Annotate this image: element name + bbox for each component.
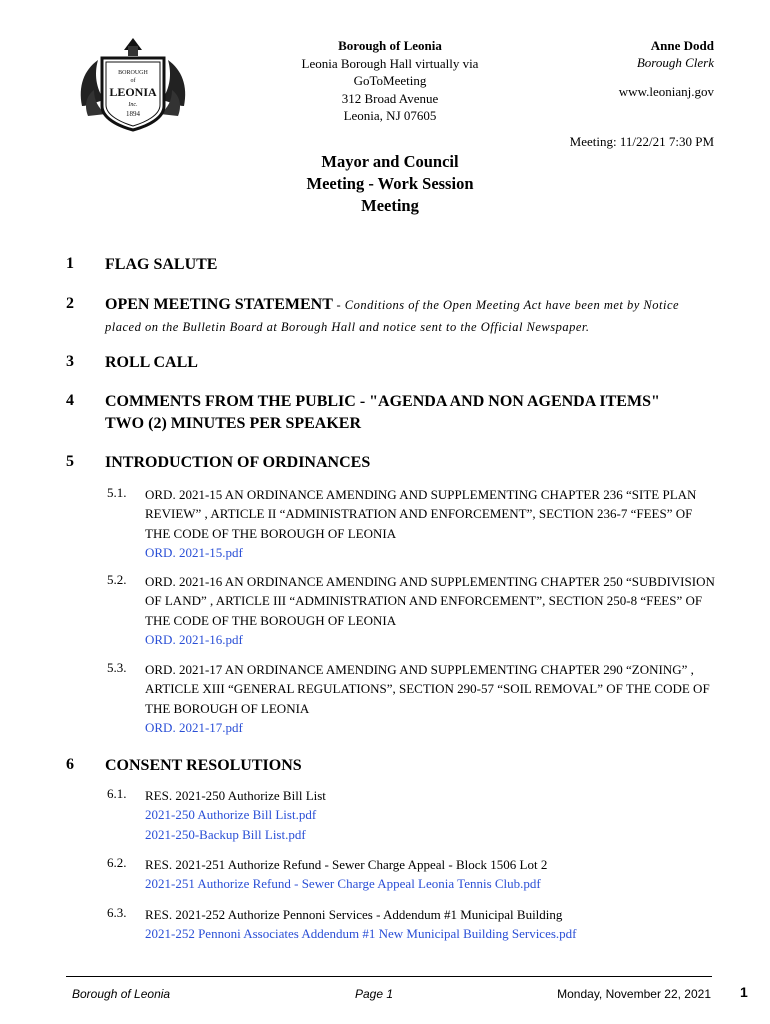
borough-seal-logo [78, 36, 188, 132]
header-address-2: Leonia, NJ 07605 [343, 108, 437, 123]
svg-text:of: of [130, 78, 136, 84]
item-number: 5.3. [107, 660, 127, 675]
attachment-link[interactable]: 2021-251 Authorize Refund - Sewer Charge Appeal Leonia Tennis Club.pdf [145, 876, 541, 892]
section-title-open-meeting: OPEN MEETING STATEMENT [105, 296, 333, 313]
agenda-item [145, 786, 715, 844]
open-meeting-note: - Conditions of the Open Meeting Act have been met by Notice placed on the Bulletin Board at Borough Hall and notice sent to the Official Newspaper. [105, 298, 680, 334]
website-link[interactable]: www.leonianj.gov [618, 84, 714, 99]
item-number: 6.3. [107, 905, 127, 920]
agenda-item [145, 485, 715, 562]
attachment-link[interactable]: ORD. 2021-15.pdf [145, 544, 243, 560]
footer-org: Borough of Leonia [72, 987, 171, 1001]
item-number: 5.1. [107, 485, 127, 500]
section-number: 3 [66, 353, 74, 370]
agenda-item [145, 572, 715, 649]
header-address-1: 312 Broad Avenue [341, 90, 439, 106]
item-text: RES. 2021-252 Authorize Pennoni Services - Addendum #1 Municipal Building [145, 907, 563, 922]
header-clerk-block [520, 37, 714, 100]
item-text: ORD. 2021-17 AN ORDINANCE AMENDING AND SUPPLEMENTING CHAPTER 290 “ZONING” , ARTICLE XIII “GENERAL REGULATIONS”, SECTION 290-57 “SOIL REMOVAL” OF THE CODE OF THE BOROUGH OF LEONIA [145, 662, 710, 716]
footer-date: Monday, November 22, 2021 [557, 987, 711, 1001]
item-number: 6.1. [107, 786, 127, 801]
section-number: 2 [66, 295, 74, 312]
section-open-meeting [105, 294, 715, 338]
attachment-link[interactable]: ORD. 2021-17.pdf [145, 719, 243, 735]
title-line-1: Mayor and Council [321, 152, 459, 171]
page-title [260, 151, 520, 217]
attachment-link[interactable]: ORD. 2021-16.pdf [145, 631, 243, 647]
title-line-2: Meeting - Work Session [306, 174, 474, 193]
header-org: Borough of Leonia [338, 38, 442, 53]
item-number: 6.2. [107, 855, 127, 870]
section-title-ordinances: INTRODUCTION OF ORDINANCES [105, 454, 371, 471]
section-title-roll-call: ROLL CALL [105, 354, 198, 371]
clerk-title: Borough Clerk [636, 55, 714, 70]
header-location-1: Leonia Borough Hall virtually via [301, 55, 479, 71]
seal-text-borough: BOROUGH [118, 70, 148, 76]
svg-text:Inc.: Inc. [128, 102, 138, 108]
section-number: 6 [66, 756, 74, 773]
item-number: 5.2. [107, 572, 127, 587]
item-text: RES. 2021-250 Authorize Bill List [145, 788, 326, 803]
section-number: 1 [66, 255, 74, 272]
meeting-datetime: Meeting: 11/22/21 7:30 PM [569, 134, 714, 149]
header-location-2: GoToMeeting [353, 73, 427, 88]
title-line-3: Meeting [361, 196, 419, 215]
item-text: RES. 2021-251 Authorize Refund - Sewer Charge Appeal - Block 1506 Lot 2 [145, 857, 548, 872]
attachment-link[interactable]: 2021-252 Pennoni Associates Addendum #1 New Municipal Building Services.pdf [145, 926, 577, 942]
svg-text:1894: 1894 [126, 110, 140, 118]
page-number: 1 [740, 984, 748, 1000]
section-number: 4 [66, 392, 74, 409]
attachment-link[interactable]: 2021-250 Authorize Bill List.pdf [145, 807, 317, 823]
attachment-link[interactable]: 2021-250-Backup Bill List.pdf [145, 826, 306, 842]
section-number: 5 [66, 453, 74, 470]
item-text: ORD. 2021-16 AN ORDINANCE AMENDING AND SUPPLEMENTING CHAPTER 250 “SUBDIVISION OF LAND” , ARTICLE III “ADMINISTRATION AND ENFORCEMENT”, SECTION 250-8 “FEES” OF THE CODE OF THE BOROUGH OF LEONIA [145, 574, 715, 628]
clerk-name: Anne Dodd [650, 38, 714, 53]
footer-divider [66, 976, 712, 977]
section-title-flag-salute: FLAG SALUTE [105, 256, 218, 273]
svg-text:LEONIA: LEONIA [109, 85, 157, 99]
agenda-item [145, 855, 715, 894]
item-text: ORD. 2021-15 AN ORDINANCE AMENDING AND SUPPLEMENTING CHAPTER 236 “SITE PLAN REVIEW” , ARTICLE II “ADMINISTRATION AND ENFORCEMENT”, SECTION 236-7 “FEES” OF THE CODE OF THE BOROUGH OF LEONIA [145, 487, 697, 541]
section-title-public-comments: COMMENTS FROM THE PUBLIC - "AGENDA AND NON AGENDA ITEMS" TWO (2) MINUTES PER SPEAKER [105, 393, 660, 432]
section-title-consent-resolutions: CONSENT RESOLUTIONS [105, 757, 302, 774]
header-address-block [280, 37, 500, 125]
footer-page-label: Page 1 [355, 987, 394, 1001]
agenda-item [145, 660, 715, 737]
agenda-item [145, 905, 715, 944]
